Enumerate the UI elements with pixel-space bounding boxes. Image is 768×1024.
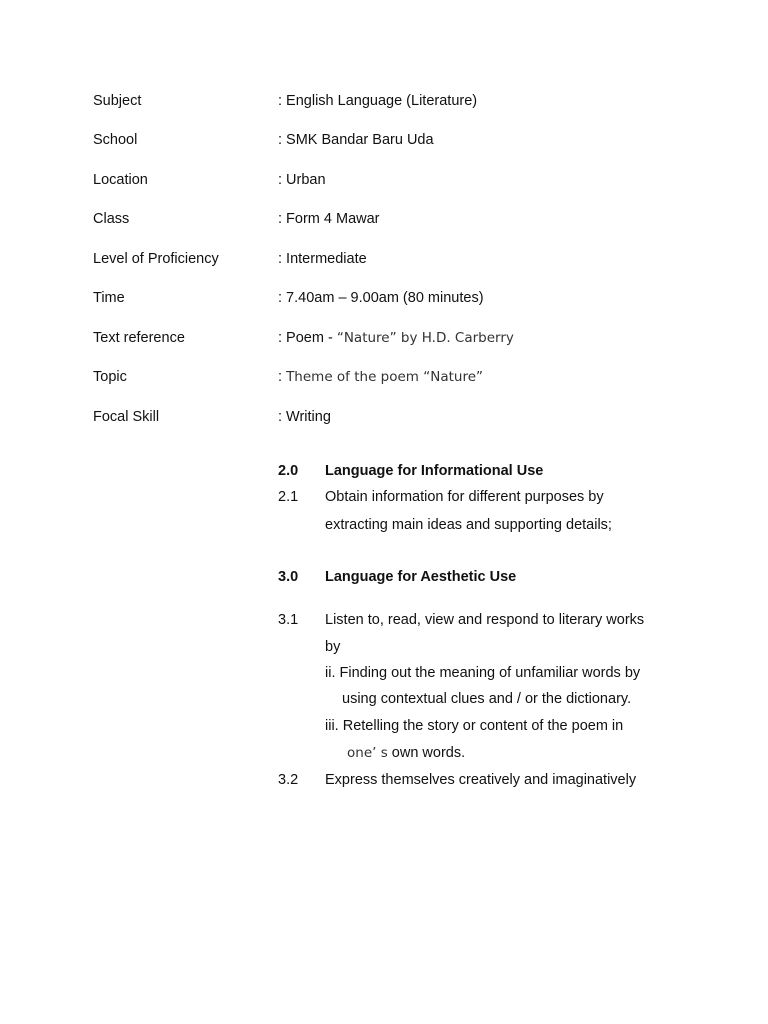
info-label: Focal Skill: [93, 409, 160, 425]
info-value-rest: Theme of the poem “Nature”: [286, 369, 484, 385]
section-number: 2.0: [278, 463, 299, 479]
sub-item-text: [347, 745, 465, 761]
info-value: : SMK Bandar Baru Uda: [278, 132, 434, 148]
info-value: : English Language (Literature): [278, 93, 478, 109]
info-label: Location: [93, 172, 148, 188]
info-value: : Writing: [278, 409, 331, 425]
info-row-focal-skill: [93, 409, 713, 429]
info-row-text-reference: [93, 330, 713, 350]
info-row-class: [93, 211, 713, 231]
section-title: Language for Informational Use: [325, 463, 544, 479]
info-value: : Urban: [278, 172, 326, 188]
section-number: 2.1: [278, 489, 299, 505]
info-label: School: [93, 132, 138, 148]
section-text: extracting main ideas and supporting details;: [325, 517, 612, 533]
info-row-topic: [93, 369, 713, 389]
sub-item-text: iii. Retelling the story or content of the poem in: [325, 718, 624, 734]
info-label: Topic: [93, 369, 127, 385]
info-label: Time: [93, 290, 125, 306]
section-text: Obtain information for different purposes by: [325, 489, 604, 505]
info-row-level-of-proficiency: [93, 251, 713, 271]
info-row-location: [93, 172, 713, 192]
info-value: : Intermediate: [278, 251, 367, 267]
section-number: 3.0: [278, 569, 299, 585]
info-row-subject: [93, 93, 713, 113]
sub-item-text-part: one’ s: [347, 745, 388, 761]
info-label: Level of Proficiency: [93, 251, 219, 267]
sub-item-text-part: own words.: [387, 745, 466, 761]
section-text: by: [325, 639, 341, 655]
info-value-prefix: :: [278, 369, 287, 385]
section-number: 3.2: [278, 772, 299, 788]
info-label: Text reference: [93, 330, 185, 346]
info-value: [278, 369, 483, 385]
info-value: : 7.40am – 9.00am (80 minutes): [278, 290, 484, 306]
info-label: Subject: [93, 93, 142, 109]
info-label: Class: [93, 211, 130, 227]
info-row-time: [93, 290, 713, 310]
sub-item-text: ii. Finding out the meaning of unfamiliar words by: [325, 665, 641, 681]
section-text: Listen to, read, view and respond to literary works: [325, 612, 645, 628]
section-title: Language for Aesthetic Use: [325, 569, 517, 585]
info-value: [278, 330, 514, 346]
info-value-prefix: : Poem -: [278, 330, 337, 346]
section-text: Express themselves creatively and imaginatively: [325, 772, 637, 788]
info-row-school: [93, 132, 713, 152]
info-value: : Form 4 Mawar: [278, 211, 380, 227]
sub-item-text: using contextual clues and / or the dictionary.: [342, 691, 632, 707]
info-value-rest: “Nature” by H.D. Carberry: [336, 330, 514, 346]
section-number: 3.1: [278, 612, 299, 628]
